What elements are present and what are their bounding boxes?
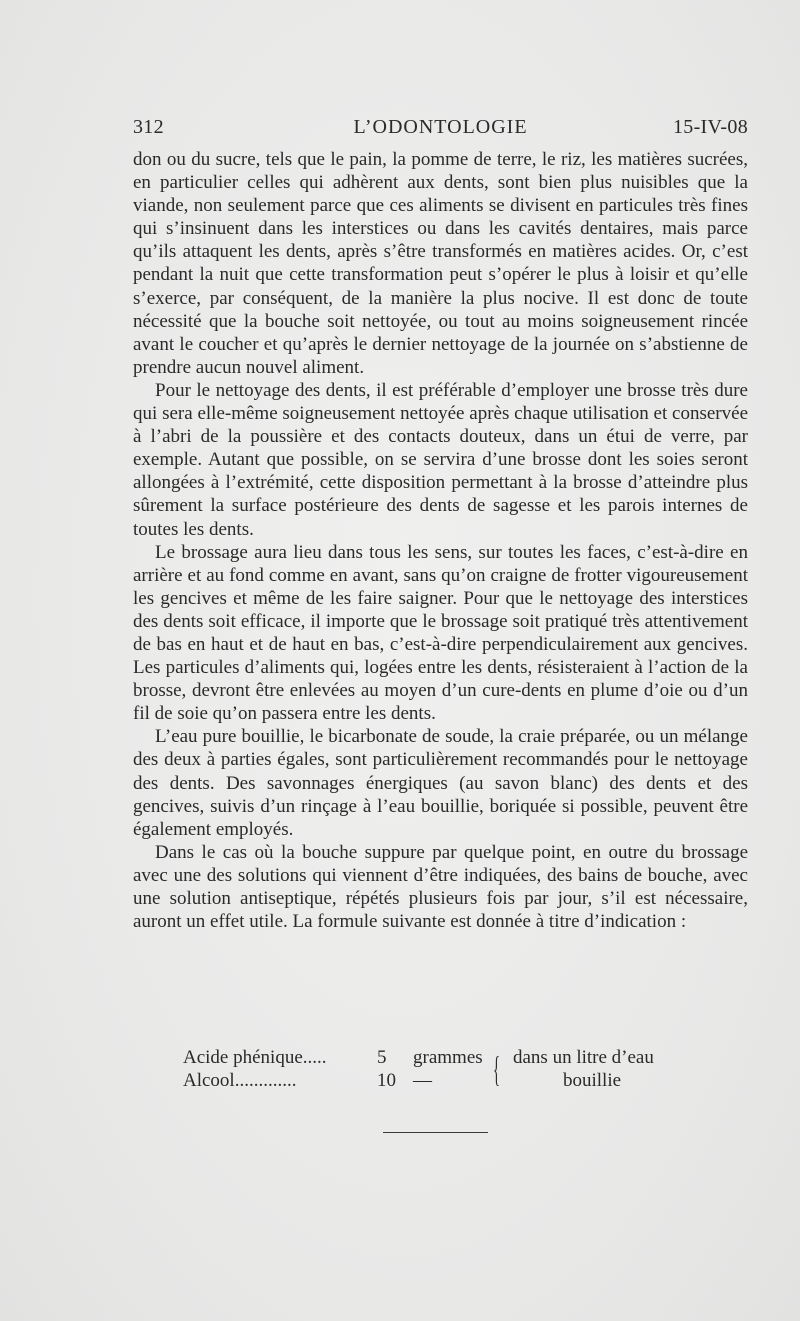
ingredient-quantity: 10: [377, 1070, 396, 1091]
formula-note-line1: dans un litre d’eau: [513, 1047, 654, 1068]
running-header: [133, 116, 748, 142]
formula-row: [183, 1046, 743, 1069]
section-end-rule: [383, 1132, 488, 1133]
formula-note-line2: bouillie: [563, 1070, 622, 1091]
ingredient-name: Acide phénique.....: [183, 1047, 327, 1068]
paragraph-cleaning-agents: L’eau pure bouillie, le bicarbonate de soude, la craie préparée, ou un mélange des deux à parties égales, sont particulièrement recommandés pour le nettoyage des dents. Des savonnages énergiques (au savon blanc) des dents et des gencives, suivis d’un rinçage à l’eau bouillie, boriquée si possible, peuvent être également employés.: [133, 726, 748, 840]
curly-brace: {: [493, 1049, 500, 1089]
paragraph-brush: Pour le nettoyage des dents, il est préférable d’employer une brosse très dure qui sera elle-même soigneusement nettoyée après chaque utilisation et conservée à l’abri de la poussière et des contacts douteux, dans un étui de verre, par exemple. Autant que possible, on se servira d’une brosse dont les soies seront allongées à l’extrémité, cette disposition permettant à la brosse d’atteindre plus sûrement la surface postérieure des dents de sagesse et les parois internes de toutes les dents.: [133, 379, 748, 540]
ingredient-name: Alcool.............: [183, 1070, 297, 1091]
ingredient-unit: grammes: [413, 1047, 483, 1068]
paragraph-brushing: Le brossage aura lieu dans tous les sens, sur toutes les faces, c’est-à-dire en arrière et au fond comme en avant, sans qu’on craigne de frotter vigoureusement les gencives et même de les faire saigner. Pour que le nettoyage des interstices des dents soit efficace, il importe que le brossage soit pratiqué très attentivement de bas en haut et de haut en bas, c’est-à-dire perpendiculairement aux gencives. Les particules d’aliments qui, logées entre les dents, résisteraient à l’action de la brosse, devront être enlevées au moyen d’un cure-dents en plume d’oie ou d’un fil de soie qu’on passera entre les dents.: [133, 541, 748, 725]
article-body: [133, 148, 748, 933]
paragraph-continued: don ou du sucre, tels que le pain, la pomme de terre, le riz, les matières sucrées, en particulier celles qui adhèrent aux dents, sont bien plus nuisibles que la viande, non seulement parce que ces aliments se divisent en particules très fines qui s’insinuent dans les interstices ou dans les cavités dentaires, mais parce qu’ils attaquent les dents, après s’être transformés en matières acides. Or, c’est pendant la nuit que cette transformation peut s’opérer le plus à loisir et qu’elle s’exerce, par conséquent, de la manière la plus nocive. Il est donc de toute nécessité que la bouche soit nettoyée, ou tout au moins soigneusement rincée avant le coucher et qu’après le dernier nettoyage de la journée on s’abstienne de prendre aucun nouvel aliment.: [133, 149, 748, 378]
page-number: 312: [133, 116, 164, 138]
formula-block: [183, 1046, 743, 1092]
journal-title: L’ODONTOLOGIE: [353, 116, 528, 138]
issue-date: 15-IV-08: [673, 116, 748, 138]
paragraph-mouthwash: Dans le cas où la bouche suppure par quelque point, en outre du brossage avec une des solutions qui viennent d’être indiquées, des bains de bouche, avec une solution antiseptique, répétés plusieurs fois par jour, s’il est nécessaire, auront un effet utile. La formule suivante est donnée à titre d’indication :: [133, 841, 748, 933]
ingredient-unit: —: [413, 1070, 432, 1091]
ingredient-quantity: 5: [377, 1047, 387, 1068]
formula-row: [183, 1069, 743, 1092]
